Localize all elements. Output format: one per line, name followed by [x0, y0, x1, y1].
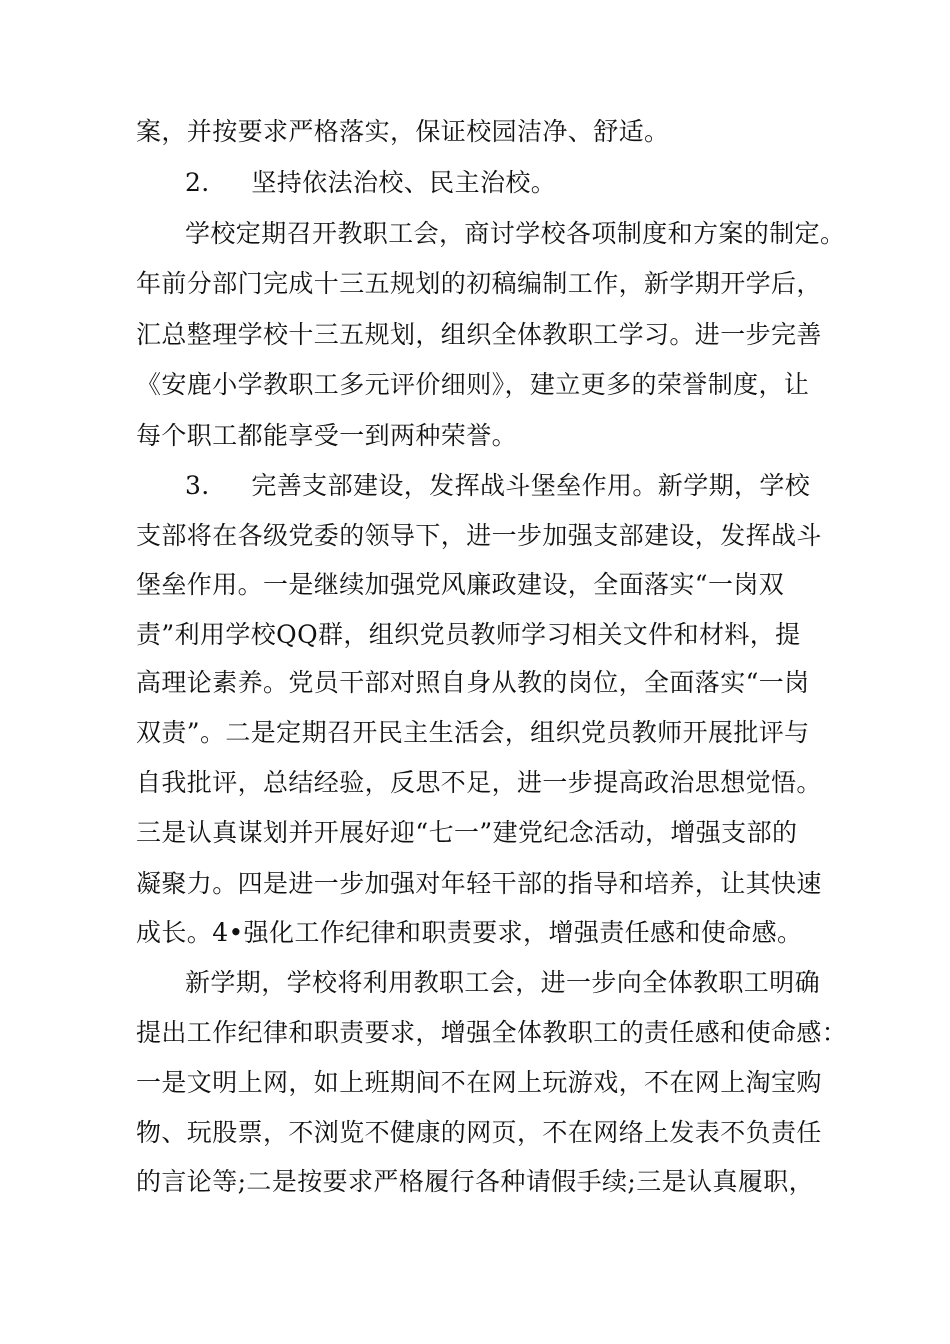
text-line: 堡垒作用。一是继续加强党风廉政建设，全面落实“一岗双: [136, 570, 785, 599]
paragraph-start: 新学期，学校将利用教职工会，进一步向全体教职工明确: [185, 968, 821, 997]
text-line: 案，并按要求严格落实，保证校园洁净、舒适。: [136, 117, 670, 146]
text-line: 每个职工都能享受一到两种荣誉。: [136, 421, 518, 450]
text-line: 《安鹿小学教职工多元评价细则》，建立更多的荣誉制度，让: [136, 370, 810, 399]
text-line: 双责”。二是定期召开民主生活会，组织党员教师开展批评与: [136, 718, 810, 747]
paragraph-start: 学校定期召开教职工会，商讨学校各项制度和方案的制定。: [185, 219, 846, 248]
text-line: 支部将在各级党委的领导下，进一步加强支部建设，发挥战斗: [136, 521, 822, 550]
numbered-heading: 2. 坚持依法治校、民主治校。: [185, 168, 557, 197]
text-line: 年前分部门完成十三五规划的初稿编制工作，新学期开学后，: [136, 269, 822, 298]
text-line: 汇总整理学校十三五规划，组织全体教职工学习。进一步完善: [136, 320, 822, 349]
text-line: 自我批评，总结经验，反思不足，进一步提高政治思想觉悟。: [136, 768, 822, 797]
text-line: 一是文明上网，如上班期间不在网上玩游戏，不在网上淘宝购: [136, 1068, 822, 1097]
text-line: 提出工作纪律和职责要求，增强全体教职工的责任感和使命感：: [136, 1018, 848, 1047]
text-line: 物、玩股票，不浏览不健康的网页，不在网络上发表不负责任: [136, 1118, 822, 1147]
text-line: 责”利用学校QQ群，组织党员教师学习相关文件和材料，提: [136, 620, 801, 649]
numbered-heading: 3. 完善支部建设，发挥战斗堡垒作用。新学期，学校: [185, 471, 811, 500]
text-line: 三是认真谋划并开展好迎“七一”建党纪念活动，增强支部的: [136, 818, 798, 847]
text-line: 凝聚力。四是进一步加强对年轻干部的指导和培养，让其快速: [136, 869, 822, 898]
text-line: 成长。4•强化工作纪律和职责要求，增强责任感和使命感。: [136, 918, 803, 947]
text-line: 的言论等;二是按要求严格履行各种请假手续;三是认真履职，: [136, 1167, 815, 1196]
text-line: 高理论素养。党员干部对照自身从教的岗位，全面落实“一岗: [136, 668, 810, 697]
